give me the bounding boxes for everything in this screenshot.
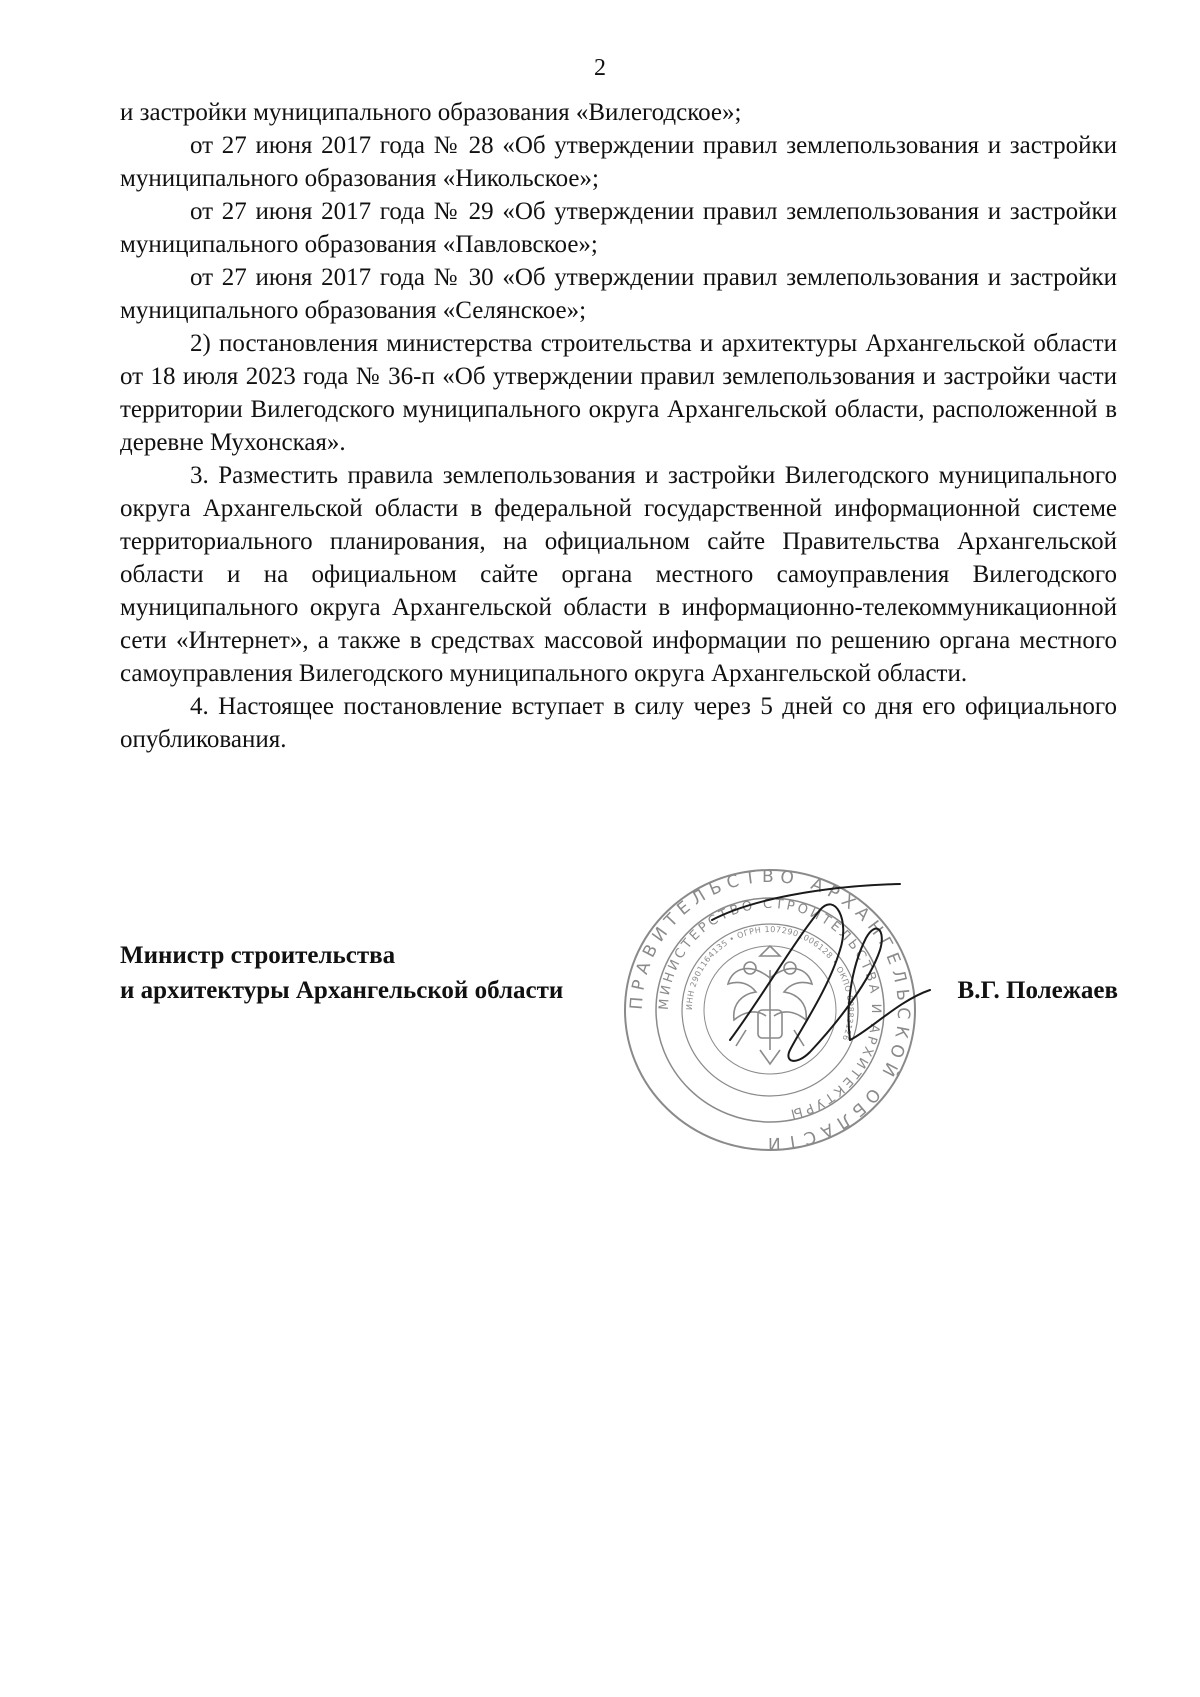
signatory-title — [120, 938, 563, 1008]
signatory-title-line-2: и архитектуры Архангельской области — [120, 977, 564, 1004]
document-body — [120, 96, 1117, 756]
paragraph-continuation: и застройки муниципального образования «Вилегодское»; — [120, 99, 742, 126]
paragraph-item-4: 4. Настоящее постановление вступает в силу через 5 дней со дня его официального опубликования. — [120, 693, 1117, 753]
paragraph-item-2: 2) постановления министерства строительства и архитектуры Архангельской области от 18 июля 2023 года № 36-п «Об утверждении правил землепользования и застройки части территории Вилегодского муниципального округа Архангельской области, расположенной в деревне Мухонская». — [120, 330, 1117, 456]
seal-inner-text: МИНИСТЕРСТВО СТРОИТЕЛЬСТВА И АРХИТЕКТУРЫ — [656, 896, 884, 1122]
signatory-title-line-1: Министр строительства — [120, 942, 396, 969]
paragraph-decree-29: от 27 июня 2017 года № 29 «Об утверждении правил землепользования и застройки муниципального образования «Павловское»; — [120, 198, 1117, 258]
page-number: 2 — [594, 55, 606, 81]
signatory-name: В.Г. Полежаев — [957, 977, 1118, 1004]
handwritten-signature — [700, 880, 940, 1080]
seal-outer-text: ПРАВИТЕЛЬСТВО АРХАНГЕЛЬСКОЙ ОБЛАСТИ — [626, 866, 914, 1154]
paragraph-decree-28: от 27 июня 2017 года № 28 «Об утверждении правил землепользования и застройки муниципального образования «Никольское»; — [120, 132, 1117, 192]
signature-graphic — [700, 880, 940, 1080]
paragraph-item-3: 3. Разместить правила землепользования и застройки Вилегодского муниципального округа Архангельской области в федеральной государственной информационной системе территориального планирования, на официальном сайте Правительства Архангельской области и на официальном сайте органа местного самоуправления Вилегодского муниципального округа Архангельской области в информационно-телекоммуникационной сети «Интернет», а также в средствах массовой информации по решению органа местного самоуправления Вилегодского муниципального округа Архангельской области. — [120, 462, 1117, 687]
paragraph-decree-30: от 27 июня 2017 года № 30 «Об утверждении правил землепользования и застройки муниципального образования «Селянское»; — [120, 264, 1117, 324]
seal-registry-text: ИНН 2901164135 • ОГРН 1072901006128 • ОКПО 89883126 — [684, 924, 856, 1043]
